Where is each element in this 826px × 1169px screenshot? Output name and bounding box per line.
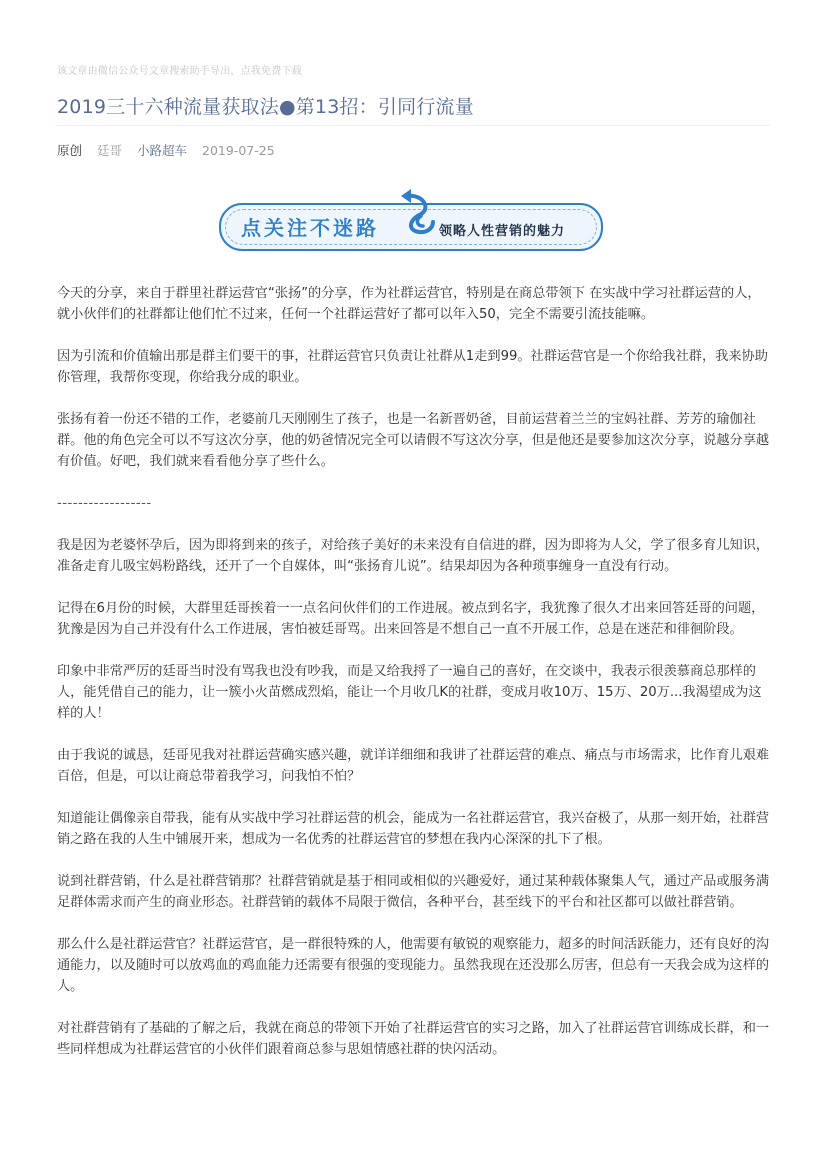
article-body	[57, 283, 773, 1081]
title-divider	[57, 125, 770, 126]
paragraph: 说到社群营销，什么是社群营销那？社群营销就是基于相同或相似的兴趣爱好，通过某种载体聚集人气，通过产品或服务满足群体需求而产生的商业形态。社群营销的载体不局限于微信，各种平台，甚至线下的平台和社区都可以做社群营销。	[57, 874, 770, 910]
original-label: 原创	[57, 143, 83, 158]
publish-date: 2019-07-25	[202, 143, 275, 158]
banner-sub-text: 领略人性营销的魅力	[439, 224, 566, 239]
paragraph: 印象中非常严厉的廷哥当时没有骂我也没有吵我，而是又给我捋了一遍自己的喜好，在交谈中，我表示很羡慕商总那样的人，能凭借自己的能力，让一簇小火苗燃成烈焰，能让一个月收几K的社群，变成月收10万、15万、20万...我渴望成为这样的人！	[57, 664, 762, 721]
account-name-link[interactable]: 小路超车	[137, 143, 188, 158]
banner-main-text: 点关注不迷路	[241, 216, 379, 240]
article-meta	[57, 141, 286, 159]
article-title: 2019三十六种流量获取法●第13招：引同行流量	[57, 96, 474, 118]
paragraph: 由于我说的诚恳，廷哥见我对社群运营确实感兴趣，就详详细细和我讲了社群运营的难点、痛点与市场需求，比作育儿艰难百倍，但是，可以让商总带着我学习，问我怕不怕？	[57, 748, 770, 784]
paragraph: 我是因为老婆怀孕后，因为即将到来的孩子，对给孩子美好的未来没有自信进的群，因为即将为人父，学了很多育儿知识，准备走育儿吸宝妈粉路线，还开了一个自媒体，叫“张扬育儿说”。结果却因为各种琐事缠身一直没有行动。	[57, 538, 770, 574]
paragraph: 今天的分享，来自于群里社群运营官“张扬”的分享，作为社群运营官，特别是在商总带领下 在实战中学习社群运营的人，就小伙伴们的社群都让他们忙不过来，任何一个社群运营好了都可以年入50，完全不需要引流技能嘛。	[57, 286, 761, 322]
section-divider-dashes: ------------------	[57, 496, 152, 511]
paragraph: 因为引流和价值输出那是群主们要干的事，社群运营官只负责让社群从1走到99。社群运营官是一个你给我社群，我来协助你管理，我帮你变现，你给我分成的职业。	[57, 349, 768, 385]
paragraph: 张扬有着一份还不错的工作，老婆前几天刚刚生了孩子，也是一名新晋奶爸，目前运营着兰兰的宝妈社群、芳芳的瑜伽社群。他的角色完全可以不写这次分享，他的奶爸情况完全可以请假不写这次分享，但是他还是要参加这次分享，说越分享越有价值。好吧，我们就来看看他分享了些什么。	[57, 412, 770, 469]
paragraph: 知道能让偶像亲自带我，能有从实战中学习社群运营的机会，能成为一名社群运营官，我兴奋极了，从那一刻开始，社群营销之路在我的人生中铺展开来，想成为一名优秀的社群运营官的梦想在我内心深深的扎下了根。	[57, 811, 770, 847]
author-name: 廷哥	[97, 143, 123, 158]
paragraph: 记得在6月份的时候，大群里廷哥挨着一一点名问伙伴们的工作进展。被点到名字，我犹豫了很久才出来回答廷哥的问题，犹豫是因为自己并没有什么工作进展，害怕被廷哥骂。出来回答是不想自己一直不开展工作，总是在迷茫和徘徊阶段。	[57, 601, 765, 637]
paragraph: 那么什么是社群运营官？社群运营官，是一群很特殊的人，他需要有敏锐的观察能力，超多的时间活跃能力，还有良好的沟通能力，以及随时可以放鸡血的鸡血能力还需要有很强的变现能力。虽然我现在还没那么厉害，但总有一天我会成为这样的人。	[57, 937, 770, 994]
follow-banner	[217, 186, 605, 252]
paragraph: 对社群营销有了基础的了解之后，我就在商总的带领下开始了社群运营官的实习之路，加入了社群运营官训练成长群，和一些同样想成为社群运营官的小伙伴们跟着商总参与思姐情感社群的快闪活动。	[57, 1021, 770, 1057]
export-note-link[interactable]: 该文章由微信公众号文章搜索助手导出，点我免费下载	[57, 66, 302, 77]
